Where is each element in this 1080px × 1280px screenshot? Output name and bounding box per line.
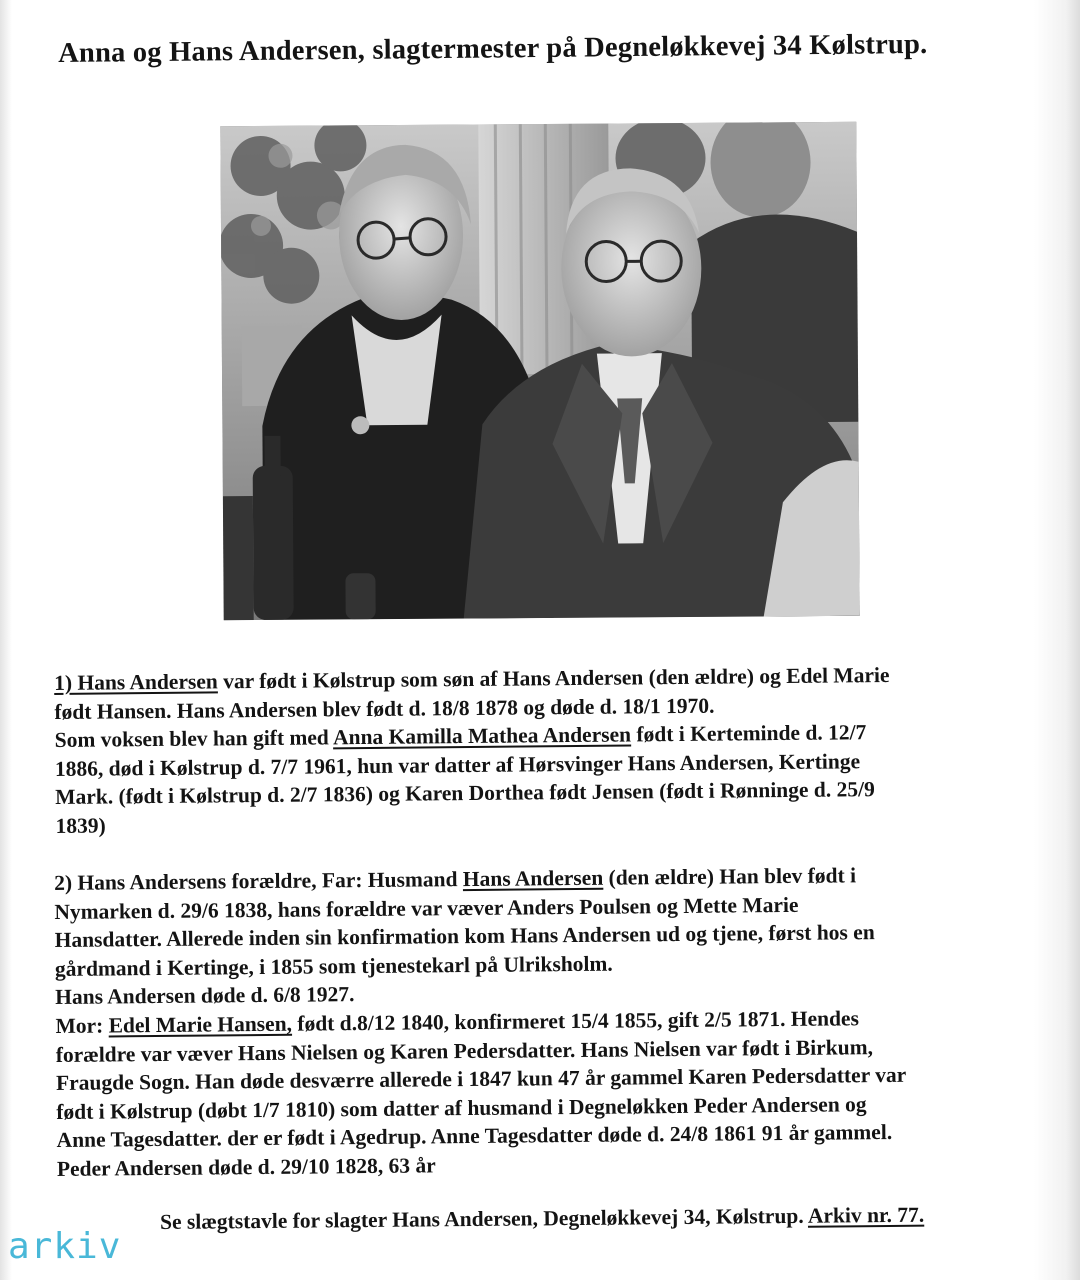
photo-image xyxy=(220,122,859,620)
section-1-paragraph xyxy=(54,659,1046,840)
section-2-line-3: Hansdatter. Allerede inden sin konfirmation kom Hans Andersen ud og tjene, først hos en xyxy=(54,920,875,953)
arkiv-watermark-logo: arkiv xyxy=(8,1226,122,1267)
section-2-line-7: forældre var væver Hans Nielsen og Karen Pedersdatter. Hans Nielsen var født i Birkum, xyxy=(55,1034,874,1067)
section-2-line-5: Hans Andersen døde d. 6/8 1927. xyxy=(55,982,355,1010)
section-2-line-8: Fraugde Sogn. Han døde desværre allerede i 1847 kun 47 år gammel Karen Pedersdatter var xyxy=(55,1062,907,1096)
section-2-line-4: gårdmand i Kertinge, i 1855 som tjenestekarl på Ulriksholm. xyxy=(54,951,613,981)
photo xyxy=(220,122,859,620)
section-1-line-1: 1) Hans Andersen var født i Kølstrup som søn af Hans Andersen (den ældre) og Edel Marie xyxy=(54,662,890,695)
section-1-line-2: født Hansen. Hans Andersen blev født d. 18/8 1878 og døde d. 18/1 1970. xyxy=(54,693,715,724)
link-anna-kamilla: Anna Kamilla Mathea Andersen xyxy=(332,722,632,750)
section-1-line-4: 1886, død i Kølstrup d. 7/7 1961, hun var datter af Hørsvinger Hans Andersen, Kertinge xyxy=(54,749,861,781)
footer-note: Se slægtstavle for slagter Hans Andersen, Degneløkkevej 34, Kølstrup. Arkiv nr. 77. xyxy=(160,1202,925,1234)
section-2-paragraph xyxy=(54,859,1047,1183)
section-1-line-6: 1839) xyxy=(55,813,106,838)
link-hans-andersen: 1) Hans Andersen xyxy=(54,669,218,695)
section-2-line-11: Peder Andersen døde d. 29/10 1828, 63 år xyxy=(56,1153,436,1181)
section-1-line-3: Som voksen blev han gift med Anna Kamilla Mathea Andersen født i Kerteminde d. 12/7 xyxy=(54,720,867,753)
archive-number-link: Arkiv nr. 77. xyxy=(807,1202,925,1228)
section-2-line-1: 2) Hans Andersens forældre, Far: Husmand Hans Andersen (den ældre) Han blev født i xyxy=(54,863,857,895)
page-title: Anna og Hans Andersen, slagtermester på Degneløkkevej 34 Kølstrup. xyxy=(58,28,928,69)
section-2-line-2: Nymarken d. 29/6 1838, hans forældre var væver Anders Poulsen og Mette Marie xyxy=(54,892,799,924)
link-hans-andersen-elder: Hans Andersen xyxy=(462,865,604,892)
section-2-line-10: Anne Tagesdatter. der er født i Agedrup. Anne Tagesdatter døde d. 24/8 1861 91 år gammel. xyxy=(56,1120,893,1153)
link-edel-marie-hansen: Edel Marie Hansen, xyxy=(108,1011,293,1038)
section-1-line-5: Mark. (født i Kølstrup d. 2/7 1836) og Karen Dorthea født Jensen (født i Rønninge d. 25/9 xyxy=(55,777,875,810)
scan-edge-left xyxy=(0,0,12,1280)
section-2-line-9: født i Kølstrup (døbt 1/7 1810) som datter af husmand i Degneløkken Peder Andersen og xyxy=(56,1091,867,1124)
section-2-line-6: Mor: Edel Marie Hansen, født d.8/12 1840, konfirmeret 15/4 1855, gift 2/5 1871. Hendes xyxy=(55,1006,859,1038)
